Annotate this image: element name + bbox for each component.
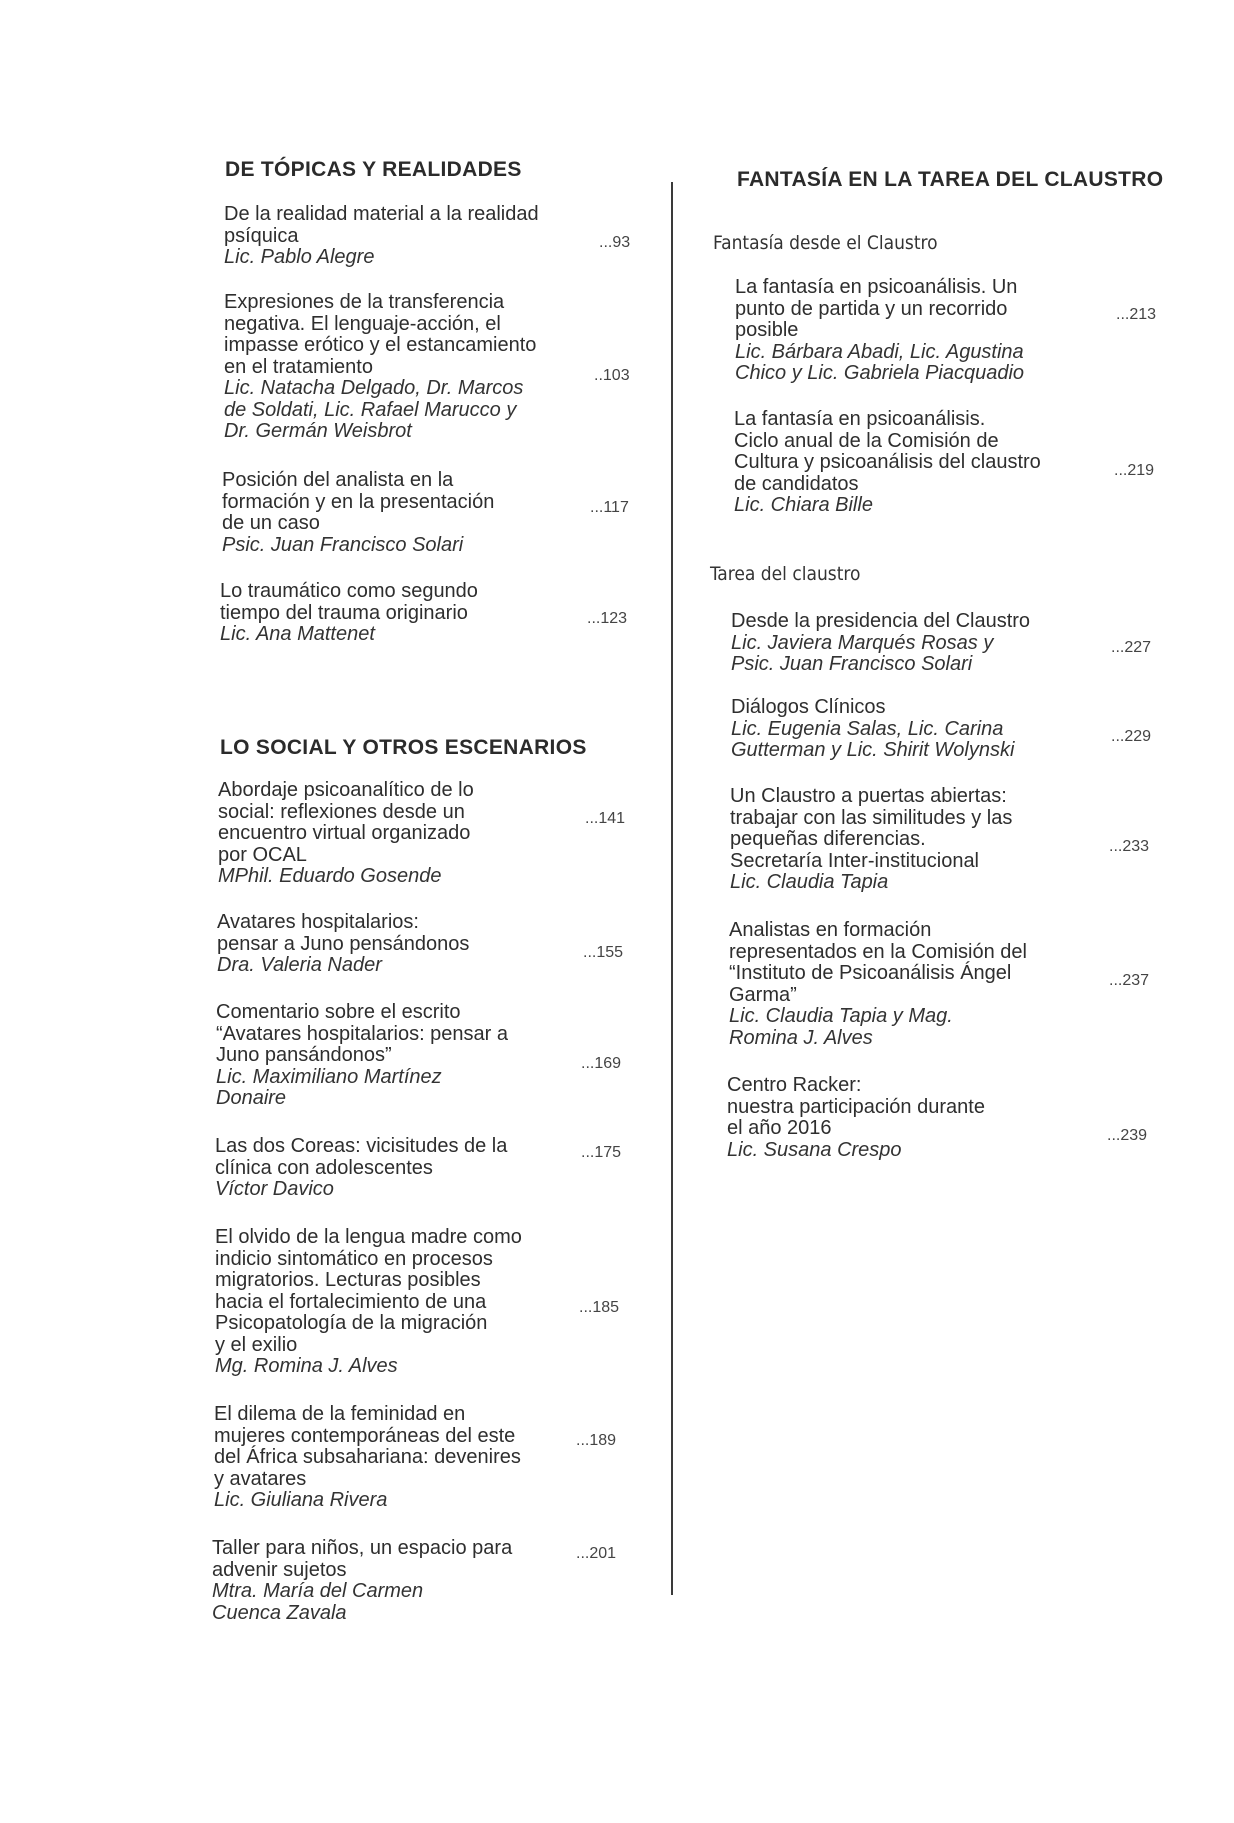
section-heading-topicas: DE TÓPICAS Y REALIDADES (225, 158, 522, 181)
toc-entry (220, 581, 478, 646)
toc-entry (224, 292, 536, 443)
entry-title: Lo traumático como segundo tiempo del trauma originario (220, 580, 478, 624)
entry-title: Un Claustro a puertas abiertas: trabajar con las similitudes y las pequeñas diferencias. Secretaría Inter-institucional (730, 785, 1013, 872)
entry-author: Psic. Juan Francisco Solari (222, 533, 464, 556)
entry-title: Centro Racker: nuestra participación durante el año 2016 (727, 1074, 985, 1139)
toc-entry (734, 409, 1041, 517)
entry-author: Lic. Susana Crespo (727, 1138, 902, 1161)
entry-author: Lic. Natacha Delgado, Dr. Marcos de Soldati, Lic. Rafael Marucco y Dr. Germán Weisbrot (224, 377, 524, 442)
page-number: ...169 (581, 1055, 622, 1072)
entry-title: El dilema de la feminidad en mujeres contemporáneas del este del África subsahariana: devenires y avatares (214, 1403, 521, 1490)
toc-entry (217, 912, 469, 977)
toc-entry (224, 204, 539, 269)
page-number: ...227 (1111, 639, 1152, 656)
page-number: ...93 (599, 234, 631, 251)
toc-entry (727, 1075, 985, 1161)
entry-title: Avatares hospitalarios: pensar a Juno pensándonos (217, 911, 470, 955)
toc-entry (218, 780, 474, 888)
entry-author: Lic. Giuliana Rivera (214, 1489, 388, 1511)
page-number: ...219 (1114, 462, 1155, 479)
entry-title: De la realidad material a la realidad psíquica (224, 203, 539, 247)
entry-title: El olvido de la lengua madre como indicio sintomático en procesos migratorios. Lecturas posibles hacia el fortalecimiento de una Psicopatología de la migración y el exilio (215, 1226, 522, 1356)
entry-author: Lic. Maximiliano Martínez Donaire (216, 1065, 442, 1109)
toc-entry (735, 277, 1024, 385)
entry-author: Víctor Davico (215, 1178, 334, 1200)
entry-author: Lic. Claudia Tapia y Mag. Romina J. Alves (729, 1005, 953, 1049)
entry-author: MPhil. Eduardo Gosende (218, 865, 442, 887)
entry-title: Expresiones de la transferencia negativa. El lenguaje-acción, el impasse erótico y el estancamiento en el tratamiento (224, 291, 537, 378)
page-number: ...189 (576, 1432, 617, 1449)
page-number: ...117 (590, 499, 629, 516)
entry-author: Lic. Bárbara Abadi, Lic. Agustina Chico y Lic. Gabriela Piacquadio (735, 340, 1025, 384)
entry-title: Desde la presidencia del Claustro (731, 610, 1031, 632)
toc-entry (729, 920, 1027, 1049)
entry-title: Las dos Coreas: vicisitudes de la clínica con adolescentes (215, 1135, 508, 1179)
section-heading-social: LO SOCIAL Y OTROS ESCENARIOS (220, 736, 587, 759)
entry-title: La fantasía en psicoanálisis. Ciclo anual de la Comisión de Cultura y psicoanálisis del claustro de candidatos (734, 408, 1041, 495)
page-number: ...233 (1109, 838, 1150, 855)
page-number: ...155 (583, 944, 624, 961)
entry-author: Lic. Claudia Tapia (730, 871, 889, 893)
entry-author: Lic. Pablo Alegre (224, 246, 375, 268)
page-number: ...213 (1116, 306, 1157, 323)
entry-title: Abordaje psicoanalítico de lo social: reflexiones desde un encuentro virtual organizado por OCAL (218, 779, 474, 866)
toc-entry (731, 697, 1014, 762)
entry-author: Mg. Romina J. Alves (215, 1355, 398, 1377)
entry-author: Dra. Valeria Nader (217, 954, 382, 976)
entry-title: La fantasía en psicoanálisis. Un punto de partida y un recorrido posible (735, 276, 1018, 341)
subheading-tarea-claustro: Tarea del claustro (710, 563, 861, 585)
entry-author: Lic. Ana Mattenet (220, 623, 375, 645)
toc-entry (731, 611, 1030, 676)
toc-entry (212, 1538, 512, 1624)
page-number: ...237 (1109, 972, 1150, 989)
entry-title: Posición del analista en la formación y en la presentación de un caso (222, 469, 495, 534)
toc-entry (222, 470, 494, 556)
entry-author: Lic. Javiera Marqués Rosas y Psic. Juan Francisco Solari (731, 631, 994, 675)
subheading-fantasia-claustro: Fantasía desde el Claustro (713, 232, 938, 254)
entry-author: Lic. Chiara Bille (734, 494, 873, 516)
page-number: ...239 (1107, 1127, 1148, 1144)
section-heading-fantasia: FANTASÍA EN LA TAREA DEL CLAUSTRO (737, 168, 1164, 191)
entry-title: Taller para niños, un espacio para advenir sujetos (212, 1537, 513, 1581)
page-number: ...175 (581, 1144, 622, 1161)
toc-entry (215, 1136, 507, 1201)
page-number: ...141 (585, 810, 626, 827)
page-number: ...185 (579, 1299, 620, 1316)
page-number: ..103 (594, 367, 630, 384)
entry-author: Mtra. María del Carmen Cuenca Zavala (212, 1580, 424, 1624)
toc-entry (214, 1404, 521, 1512)
column-divider (671, 182, 673, 1595)
entry-title: Comentario sobre el escrito “Avatares hospitalarios: pensar a Juno pansándonos” (216, 1001, 509, 1066)
page-number: ...123 (587, 610, 628, 627)
page-number: ...229 (1111, 728, 1152, 745)
page-number: ...201 (576, 1545, 617, 1562)
entry-title: Analistas en formación representados en la Comisión del “Instituto de Psicoanálisis Ángel Garma” (729, 919, 1027, 1006)
toc-entry (215, 1227, 522, 1378)
toc-entry (216, 1002, 508, 1110)
entry-title: Diálogos Clínicos (731, 696, 886, 718)
entry-author: Lic. Eugenia Salas, Lic. Carina Gutterman y Lic. Shirit Wolynski (731, 717, 1015, 761)
toc-entry (730, 786, 1012, 894)
